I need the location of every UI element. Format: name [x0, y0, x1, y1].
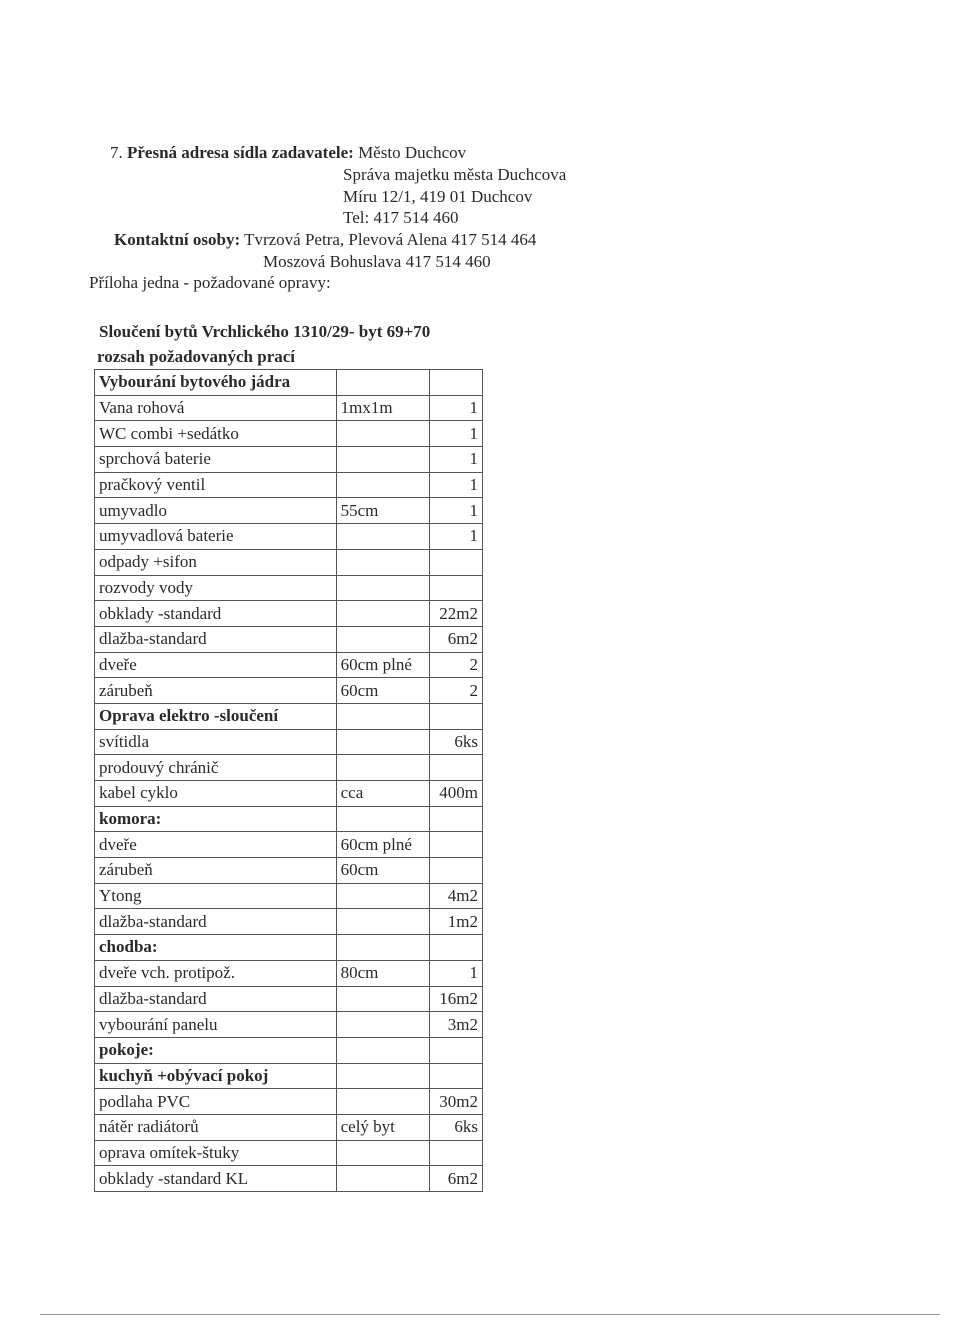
- cell-spec: [336, 1012, 429, 1038]
- cell-qty: 2: [429, 652, 482, 678]
- cell-qty: 1: [429, 395, 482, 421]
- address-line-4: Tel: 417 514 460: [343, 208, 459, 227]
- table-row: [95, 806, 483, 832]
- cell-spec: 55cm: [336, 498, 429, 524]
- cell-item: zárubeň: [95, 858, 337, 884]
- table-row: [95, 1012, 483, 1038]
- cell-qty: 4m2: [429, 883, 482, 909]
- cell-spec: celý byt: [336, 1114, 429, 1140]
- table-row: [95, 935, 483, 961]
- section-number: 7.: [110, 143, 123, 162]
- table-row: [95, 858, 483, 884]
- cell-spec: 1mx1m: [336, 395, 429, 421]
- table-row: [95, 883, 483, 909]
- cell-spec: [336, 1166, 429, 1192]
- table-row: [95, 1089, 483, 1115]
- cell-qty: 6m2: [429, 1166, 482, 1192]
- cell-item: komora:: [95, 806, 337, 832]
- cell-spec: [336, 549, 429, 575]
- table-row: [95, 986, 483, 1012]
- cell-spec: [336, 703, 429, 729]
- table-row: [95, 755, 483, 781]
- cell-spec: [336, 909, 429, 935]
- cell-qty: 1: [429, 447, 482, 473]
- address-heading: [110, 143, 466, 163]
- cell-item: dlažba-standard: [95, 626, 337, 652]
- contact-label: Kontaktní osoby:: [114, 230, 241, 249]
- cell-spec: 80cm: [336, 960, 429, 986]
- cell-item: dveře: [95, 832, 337, 858]
- cell-item: prodouvý chránič: [95, 755, 337, 781]
- address-label: Přesná adresa sídla zadavatele:: [127, 143, 354, 162]
- table-row: [95, 909, 483, 935]
- cell-item: WC combi +sedátko: [95, 421, 337, 447]
- table-row: [95, 447, 483, 473]
- cell-spec: [336, 806, 429, 832]
- bottom-rule: [40, 1314, 940, 1315]
- works-table: [94, 369, 483, 1192]
- cell-spec: 60cm: [336, 858, 429, 884]
- cell-spec: cca: [336, 781, 429, 807]
- cell-item: kuchyň +obývací pokoj: [95, 1063, 337, 1089]
- cell-qty: 22m2: [429, 601, 482, 627]
- cell-spec: [336, 729, 429, 755]
- cell-item: rozvody vody: [95, 575, 337, 601]
- cell-item: dveře vch. protipož.: [95, 960, 337, 986]
- table-row: [95, 395, 483, 421]
- cell-item: dlažba-standard: [95, 986, 337, 1012]
- cell-spec: [336, 883, 429, 909]
- table-row: [95, 524, 483, 550]
- contact-line-1: Tvrzová Petra, Plevová Alena 417 514 464: [244, 230, 537, 249]
- cell-item: obklady -standard: [95, 601, 337, 627]
- cell-item: pokoje:: [95, 1037, 337, 1063]
- cell-qty: [429, 1037, 482, 1063]
- cell-qty: 1: [429, 524, 482, 550]
- cell-qty: [429, 703, 482, 729]
- table-row: [95, 1166, 483, 1192]
- cell-spec: [336, 935, 429, 961]
- cell-item: vybourání panelu: [95, 1012, 337, 1038]
- table-row: [95, 472, 483, 498]
- section-title: Sloučení bytů Vrchlického 1310/29- byt 69+70: [99, 322, 431, 341]
- cell-spec: [336, 1063, 429, 1089]
- cell-qty: [429, 858, 482, 884]
- cell-qty: [429, 370, 482, 396]
- cell-item: svítidla: [95, 729, 337, 755]
- section-subtitle: rozsah požadovaných prací: [97, 347, 296, 366]
- cell-qty: [429, 575, 482, 601]
- contact-heading: [114, 230, 536, 250]
- table-row: [95, 960, 483, 986]
- table-row: [95, 781, 483, 807]
- cell-item: Vana rohová: [95, 395, 337, 421]
- cell-qty: [429, 806, 482, 832]
- cell-item: kabel cyklo: [95, 781, 337, 807]
- cell-item: obklady -standard KL: [95, 1166, 337, 1192]
- attachment-note: Příloha jedna - požadované opravy:: [89, 273, 331, 292]
- cell-qty: 1: [429, 472, 482, 498]
- cell-qty: [429, 549, 482, 575]
- table-row: [95, 421, 483, 447]
- cell-spec: [336, 447, 429, 473]
- cell-item: chodba:: [95, 935, 337, 961]
- address-line-3: Míru 12/1, 419 01 Duchcov: [343, 187, 533, 206]
- cell-item: zárubeň: [95, 678, 337, 704]
- cell-item: odpady +sifon: [95, 549, 337, 575]
- cell-spec: [336, 601, 429, 627]
- cell-qty: [429, 755, 482, 781]
- cell-spec: 60cm plné: [336, 652, 429, 678]
- table-row: [95, 832, 483, 858]
- table-row: [95, 1063, 483, 1089]
- table-row: [95, 703, 483, 729]
- cell-spec: [336, 524, 429, 550]
- table-row: [95, 601, 483, 627]
- cell-spec: [336, 1089, 429, 1115]
- cell-item: pračkový ventil: [95, 472, 337, 498]
- table-row: [95, 729, 483, 755]
- cell-item: dveře: [95, 652, 337, 678]
- cell-qty: 1: [429, 421, 482, 447]
- cell-item: Vybourání bytového jádra: [95, 370, 337, 396]
- cell-item: Ytong: [95, 883, 337, 909]
- cell-spec: [336, 575, 429, 601]
- cell-spec: [336, 472, 429, 498]
- cell-qty: 6ks: [429, 1114, 482, 1140]
- cell-qty: 6ks: [429, 729, 482, 755]
- cell-qty: [429, 832, 482, 858]
- table-row: [95, 549, 483, 575]
- cell-qty: 400m: [429, 781, 482, 807]
- cell-qty: 1m2: [429, 909, 482, 935]
- cell-item: Oprava elektro -sloučení: [95, 703, 337, 729]
- cell-spec: [336, 626, 429, 652]
- cell-spec: [336, 986, 429, 1012]
- cell-spec: [336, 421, 429, 447]
- contact-line-2: Moszová Bohuslava 417 514 460: [263, 252, 491, 271]
- cell-qty: 2: [429, 678, 482, 704]
- cell-spec: [336, 755, 429, 781]
- cell-qty: [429, 935, 482, 961]
- table-row: [95, 575, 483, 601]
- cell-spec: [336, 1140, 429, 1166]
- cell-item: oprava omítek-štuky: [95, 1140, 337, 1166]
- cell-spec: 60cm: [336, 678, 429, 704]
- table-row: [95, 652, 483, 678]
- cell-qty: 6m2: [429, 626, 482, 652]
- cell-qty: [429, 1140, 482, 1166]
- table-row: [95, 370, 483, 396]
- cell-item: umyvadlová baterie: [95, 524, 337, 550]
- cell-spec: 60cm plné: [336, 832, 429, 858]
- cell-item: nátěr radiátorů: [95, 1114, 337, 1140]
- cell-qty: 16m2: [429, 986, 482, 1012]
- cell-spec: [336, 370, 429, 396]
- cell-item: sprchová baterie: [95, 447, 337, 473]
- table-row: [95, 678, 483, 704]
- cell-spec: [336, 1037, 429, 1063]
- cell-item: umyvadlo: [95, 498, 337, 524]
- table-row: [95, 498, 483, 524]
- table-row: [95, 1140, 483, 1166]
- cell-qty: 3m2: [429, 1012, 482, 1038]
- cell-qty: [429, 1063, 482, 1089]
- address-line-2: Správa majetku města Duchcova: [343, 165, 567, 184]
- table-row: [95, 1037, 483, 1063]
- table-row: [95, 1114, 483, 1140]
- cell-item: podlaha PVC: [95, 1089, 337, 1115]
- cell-item: dlažba-standard: [95, 909, 337, 935]
- table-row: [95, 626, 483, 652]
- cell-qty: 1: [429, 960, 482, 986]
- cell-qty: 1: [429, 498, 482, 524]
- cell-qty: 30m2: [429, 1089, 482, 1115]
- address-line-1: Město Duchcov: [358, 143, 467, 162]
